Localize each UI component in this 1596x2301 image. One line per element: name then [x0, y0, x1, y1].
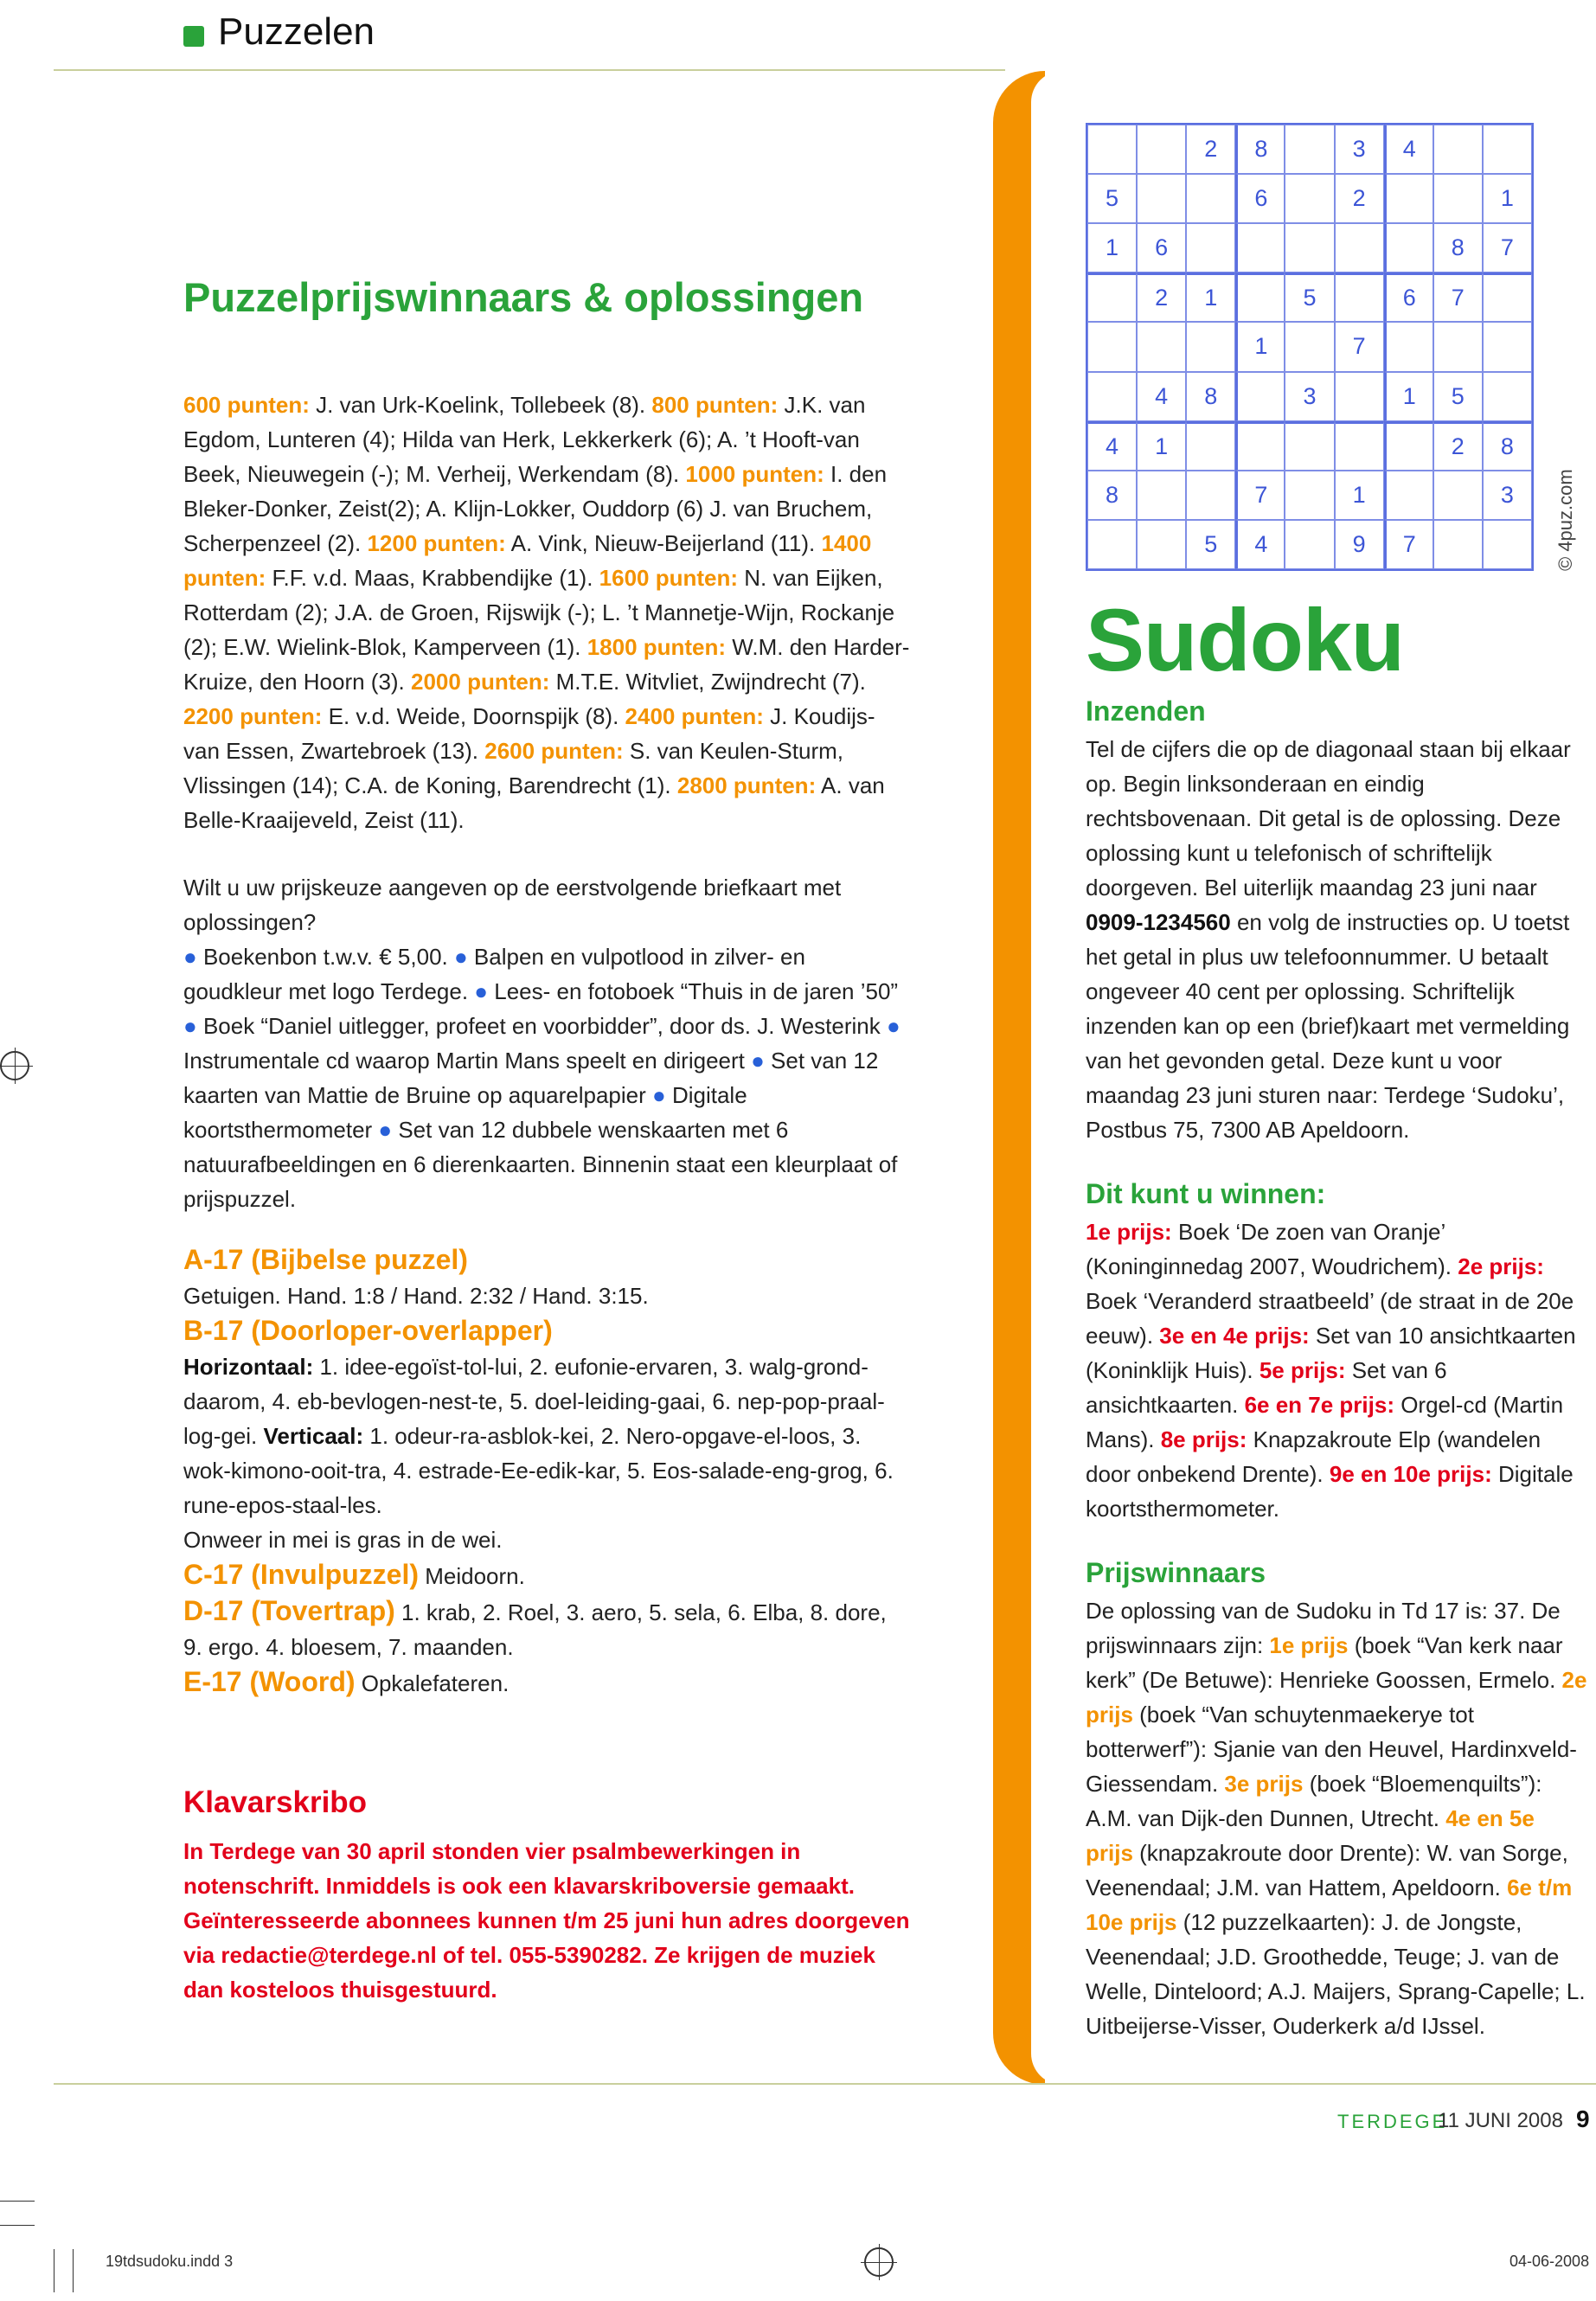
sudoku-cell [1186, 223, 1235, 272]
sudoku-cell [1285, 174, 1334, 223]
sudoku-cell [1384, 421, 1433, 471]
inzenden-heading: Inzenden [1086, 695, 1206, 727]
sudoku-cell [1483, 272, 1532, 322]
text-run: Boek ‘Veranderd straatbeeld’ (de straat in de 20e eeuw). [1086, 1288, 1574, 1349]
solution-a17-title: A-17 (Bijbelse puzzel) [183, 1244, 468, 1275]
sudoku-cell [1087, 272, 1137, 322]
b17-horizontal-text: 1. idee-egoïst-tol-lui, 2. eufonie-ervaren, 3. walg-grond-daarom, 4. eb-bevlogen-nest-te, 5. doel-leiding-gaai, 6. nep-pop-praal-log-gei. [183, 1354, 885, 1449]
prize-item: Balpen en vulpotlood in zilver- en goudkleur met logo Terdege. [183, 944, 805, 1004]
section-title: Puzzelen [218, 10, 375, 53]
sudoku-cell [1433, 125, 1483, 174]
top-divider [54, 69, 1005, 71]
highlight-label: 8e prijs: [1160, 1426, 1247, 1452]
sudoku-cell [1285, 520, 1334, 569]
sudoku-cell [1087, 520, 1137, 569]
sudoku-cell [1335, 421, 1384, 471]
sudoku-cell: 2 [1137, 272, 1186, 322]
text-run: (boek “Van schuytenmaekerye tot botterwerf”): Sjanie van den Heuvel, Hardinxveld-Giessendam. [1086, 1702, 1577, 1797]
sudoku-cell: 3 [1483, 471, 1532, 520]
page-number: 9 [1576, 2106, 1590, 2132]
winnen-heading: Dit kunt u winnen: [1086, 1178, 1326, 1209]
solutions [183, 1242, 910, 1701]
text-run: A. van Belle-Kraaijeveld, Zeist (11). [183, 772, 885, 833]
sudoku-cell: 8 [1235, 125, 1285, 174]
sudoku-cell: 5 [1087, 174, 1137, 223]
highlight-label: 6e en 7e prijs: [1244, 1392, 1394, 1418]
highlight-label: 800 punten: [651, 392, 779, 418]
highlight-label: 1400 punten: [183, 530, 872, 591]
prize-item: Lees- en fotoboek “Thuis in de jaren ’50” [494, 978, 899, 1004]
sudoku-cell: 1 [1137, 421, 1186, 471]
sudoku-cell: 7 [1335, 322, 1384, 371]
prize-choice-list [183, 944, 901, 1212]
klavarskribo-title: Klavarskribo [183, 1785, 368, 1819]
sudoku-cell [1137, 174, 1186, 223]
winners-paragraph [183, 388, 910, 837]
winnen-text [1086, 1215, 1587, 1526]
sudoku-cell: 7 [1433, 272, 1483, 322]
solution-c17-title: C-17 (Invulpuzzel) [183, 1559, 420, 1590]
text-run: (boek “Van kerk naar kerk” (De Betuwe): Henrieke Goossen, Ermelo. [1086, 1632, 1563, 1693]
b17-horizontal-label: Horizontaal: [183, 1354, 314, 1380]
sudoku-cell: 8 [1186, 372, 1235, 421]
sudoku-cell: 5 [1186, 520, 1235, 569]
solution-b17-text [183, 1349, 910, 1522]
copyright-note: © 4puz.com [1554, 469, 1576, 571]
sudoku-cell: 1 [1335, 471, 1384, 520]
highlight-label: 2600 punten: [484, 738, 624, 764]
highlight-label: 2200 punten: [183, 703, 323, 729]
crop-mark-icon [73, 2249, 74, 2292]
solution-d17-text: 1. krab, 2. Roel, 3. aero, 5. sela, 6. Elba, 8. dore, 9. ergo. 4. bloesem, 7. maanden. [183, 1599, 887, 1660]
prijswinnaars-heading: Prijswinnaars [1086, 1557, 1266, 1588]
sudoku-cell: 4 [1235, 520, 1285, 569]
sudoku-cell [1483, 125, 1532, 174]
sudoku-cell: 7 [1483, 223, 1532, 272]
highlight-label: 3e prijs [1224, 1771, 1304, 1797]
sudoku-cell: 1 [1384, 372, 1433, 421]
sudoku-grid [1086, 123, 1534, 571]
sudoku-cell [1235, 272, 1285, 322]
sudoku-cell [1335, 372, 1384, 421]
inzenden-text-before: Tel de cijfers die op de diagonaal staan bij elkaar op. Begin linksonderaan en eindig rechtsbovenaan. Dit getal is de oplossing. Deze oplossing kunt u telefonisch of schriftelijk doorgeven. Bel uiterlijk maandag 23 juni naar [1086, 736, 1571, 901]
sudoku-title: Sudoku [1086, 591, 1404, 689]
text-run: Orgel-cd (Martin Mans). [1086, 1392, 1564, 1452]
sudoku-cell [1186, 421, 1235, 471]
solution-d17-title: D-17 (Tovertrap) [183, 1595, 395, 1626]
sudoku-cell: 3 [1285, 372, 1334, 421]
slug-date: 04-06-2008 [1509, 2253, 1590, 2270]
sudoku-cell: 7 [1235, 471, 1285, 520]
text-run: De oplossing van de Sudoku in Td 17 is: 37. De prijswinnaars zijn: [1086, 1598, 1561, 1658]
text-run: J. Koudijs-van Essen, Zwartebroek (13). [183, 703, 875, 764]
highlight-label: 1600 punten: [599, 565, 739, 591]
sudoku-cell: 8 [1087, 471, 1137, 520]
phone-number: 0909-1234560 [1086, 909, 1231, 935]
sudoku-cell [1335, 223, 1384, 272]
sudoku-cell [1384, 471, 1433, 520]
sudoku-cell: 6 [1137, 223, 1186, 272]
highlight-label: 2400 punten: [625, 703, 764, 729]
text-run: Knapzakroute Elp (wandelen door onbekend Drente). [1086, 1426, 1542, 1487]
highlight-label: 1e prijs: [1086, 1219, 1172, 1245]
sudoku-cell [1285, 421, 1334, 471]
sudoku-cell [1235, 372, 1285, 421]
registration-mark-icon [864, 2247, 894, 2277]
sudoku-cell: 8 [1483, 421, 1532, 471]
bullet-icon: ● [880, 1013, 901, 1039]
bottom-divider [54, 2083, 1596, 2085]
bullet-icon: ● [372, 1117, 399, 1143]
sudoku-cell [1384, 174, 1433, 223]
text-run: M.T.E. Witvliet, Zwijndrecht (7). [549, 669, 866, 695]
sudoku-cell: 2 [1433, 421, 1483, 471]
highlight-label: 1e prijs [1269, 1632, 1349, 1658]
sudoku-cell [1384, 322, 1433, 371]
text-run: J.K. van Egdom, Lunteren (4); Hilda van Herk, Lekkerkerk (6); A. ’t Hooft-van Beek, Nieuwegein (-); M. Verheij, Werkendam (8). [183, 392, 866, 487]
sudoku-cell: 8 [1433, 223, 1483, 272]
text-run: E. v.d. Weide, Doornspijk (8). [322, 703, 625, 729]
sudoku-cell: 4 [1087, 421, 1137, 471]
sudoku-cell: 6 [1384, 272, 1433, 322]
highlight-label: 2000 punten: [411, 669, 550, 695]
registration-mark-icon [0, 1051, 29, 1080]
sudoku-cell [1137, 471, 1186, 520]
highlight-label: 2e prijs [1086, 1667, 1587, 1727]
sudoku-cell [1384, 223, 1433, 272]
bullet-icon: ● [645, 1082, 672, 1108]
bullet-icon: ● [468, 978, 495, 1004]
bullet-icon: ● [183, 1013, 203, 1039]
sudoku-cell [1285, 471, 1334, 520]
text-run: J. van Urk-Koelink, Tollebeek (8). [309, 392, 652, 418]
sudoku-cell [1335, 272, 1384, 322]
sudoku-cell [1235, 421, 1285, 471]
text-run: Digitale koortsthermometer. [1086, 1461, 1574, 1522]
sudoku-cell [1285, 223, 1334, 272]
sudoku-cell: 6 [1235, 174, 1285, 223]
sudoku-cell: 1 [1483, 174, 1532, 223]
slug-filename: 19tdsudoku.indd 3 [106, 2253, 234, 2270]
solution-e17-title: E-17 (Woord) [183, 1666, 356, 1697]
sudoku-cell: 3 [1335, 125, 1384, 174]
text-run: A. Vink, Nieuw-Beijerland (11). [505, 530, 822, 556]
prize-item: Digitale koortsthermometer [183, 1082, 747, 1143]
highlight-label: 1200 punten: [367, 530, 506, 556]
prize-item: Set van 12 dubbele wenskaarten met 6 natuurafbeeldingen en 6 dierenkaarten. Binnenin staat een kleurplaat of prijspuzzel. [183, 1117, 898, 1212]
sudoku-cell [1433, 520, 1483, 569]
prize-item: Instrumentale cd waarop Martin Mans speelt en dirigeert [183, 1048, 745, 1074]
highlight-label: 3e en 4e prijs: [1159, 1323, 1310, 1349]
crop-mark-icon [0, 2201, 35, 2202]
bullet-icon: ● [447, 944, 474, 970]
b17-vertical-text: 1. odeur-ra-asblok-kei, 2. Nero-opgave-el-loos, 3. wok-kimono-ooit-tra, 4. estrade-Ee-edik-kar, 5. Eos-salade-eng-grog, 6. rune-epos-staal-les. [183, 1423, 894, 1518]
text-run: I. den Bleker-Donker, Zeist(2); A. Klijn-Lokker, Ouddorp (6) J. van Bruchem, Scherpenzeel (2). [183, 461, 888, 556]
text-run: Set van 10 ansichtkaarten (Koninklijk Huis). [1086, 1323, 1576, 1383]
sudoku-cell [1483, 520, 1532, 569]
highlight-label: 6e t/m 10e prijs [1086, 1875, 1573, 1935]
sudoku-cell: 5 [1285, 272, 1334, 322]
prize-item: Boek “Daniel uitlegger, profeet en voorbidder”, door ds. J. Westerink [202, 1013, 881, 1039]
prijswinnaars-text [1086, 1593, 1587, 2043]
bullet-icon: ● [744, 1048, 772, 1074]
highlight-label: 2800 punten: [676, 772, 817, 798]
page-title: Puzzelprijswinnaars & oplossingen [183, 274, 864, 320]
highlight-label: 5e prijs: [1259, 1357, 1346, 1383]
sudoku-cell: 1 [1235, 322, 1285, 371]
prize-item: Boekenbon t.w.v. € 5,00. [202, 944, 448, 970]
prize-choice [183, 870, 910, 1216]
sudoku-cell: 7 [1384, 520, 1433, 569]
b17-vertical-label: Verticaal: [263, 1423, 364, 1449]
prize-choice-intro: Wilt u uw prijskeuze aangeven op de eerstvolgende briefkaart met oplossingen? [183, 875, 842, 935]
klavarskribo-text: In Terdege van 30 april stonden vier psalmbewerkingen in notenschrift. Inmiddels is ook een klavarskriboversie gemaakt. Geïnteresseerde abonnees kunnen t/m 25 juni hun adres doorgeven via redactie@terdege.nl of tel. 055-5390282. Ze krijgen de muziek dan kosteloos thuisgestuurd. [183, 1838, 910, 2003]
solution-a17-text: Getuigen. Hand. 1:8 / Hand. 2:32 / Hand. 3:15. [183, 1283, 649, 1309]
highlight-label: 2e prijs: [1458, 1253, 1544, 1279]
sudoku-cell: 1 [1087, 223, 1137, 272]
text-run: N. van Eijken, Rotterdam (2); J.A. de Groen, Rijswijk (-); L. ’t Mannetje-Wijn, Rockanje (2); E.W. Wielink-Blok, Kamperveen (1). [183, 565, 895, 660]
solution-e17 [183, 1664, 910, 1701]
sudoku-cell [1285, 322, 1334, 371]
sudoku-cell: 9 [1335, 520, 1384, 569]
sudoku-cell [1186, 471, 1235, 520]
solution-e17-text: Opkalefateren. [355, 1670, 510, 1696]
crop-mark-icon [0, 2225, 35, 2226]
sudoku-cell: 4 [1384, 125, 1433, 174]
text-run: Set van 6 ansichtkaarten. [1086, 1357, 1447, 1418]
footer-brand: TERDEGE [1337, 2111, 1448, 2132]
solution-c17-text: Meidoorn. [419, 1563, 525, 1589]
footer-date: 11 JUNI 2008 [1438, 2109, 1563, 2132]
text-run: Boek ‘De zoen van Oranje’ (Koninginnedag 2007, Woudrichem). [1086, 1219, 1458, 1279]
highlight-label: 600 punten: [183, 392, 310, 418]
solution-b17-title: B-17 (Doorloper-overlapper) [183, 1315, 553, 1346]
text-run: S. van Keulen-Sturm, Vlissingen (14); C.A. de Koning, Barendrecht (1). [183, 738, 843, 798]
inzenden-text-after: en volg de instructies op. U toetst het getal in plus uw telefoonnummer. U betaalt ongeveer 40 cent per oplossing. Schriftelijk inzenden kan op een (brief)kaart met vermelding van het gevonden getal. Deze kunt u voor maandag 23 juni sturen naar: Terdege ‘Sudoku’, Postbus 75, 7300 AB Apeldoorn. [1086, 909, 1570, 1143]
sudoku-cell: 5 [1433, 372, 1483, 421]
sudoku-cell: 2 [1186, 125, 1235, 174]
section-marker-icon [183, 26, 204, 47]
sudoku-cell [1186, 322, 1235, 371]
prize-item: Set van 12 kaarten van Mattie de Bruine op aquarelpapier [183, 1048, 879, 1108]
sudoku-cell [1137, 125, 1186, 174]
text-run: F.F. v.d. Maas, Krabbendijke (1). [266, 565, 599, 591]
text-run: (boek “Bloemenquilts”): A.M. van Dijk-den Dunnen, Utrecht. [1086, 1771, 1542, 1831]
sudoku-cell [1087, 322, 1137, 371]
text-run: W.M. den Harder-Kruize, den Hoorn (3). [183, 634, 910, 695]
highlight-label: 4e en 5e prijs [1086, 1805, 1535, 1866]
sudoku-cell [1285, 125, 1334, 174]
solution-c17 [183, 1557, 910, 1593]
solution-b17-extra: Onweer in mei is gras in de wei. [183, 1527, 503, 1553]
highlight-label: 9e en 10e prijs: [1329, 1461, 1492, 1487]
highlight-label: 1000 punten: [685, 461, 824, 487]
sudoku-cell [1483, 372, 1532, 421]
sudoku-cell [1137, 520, 1186, 569]
sudoku-cell [1433, 471, 1483, 520]
sudoku-cell [1433, 322, 1483, 371]
highlight-label: 1800 punten: [586, 634, 727, 660]
sudoku-cell: 4 [1137, 372, 1186, 421]
text-run: (knapzakroute door Drente): W. van Sorge, Veenendaal; J.M. van Hattem, Apeldoorn. [1086, 1840, 1568, 1900]
solution-d17 [183, 1593, 910, 1664]
sudoku-cell [1087, 125, 1137, 174]
sudoku-cell [1087, 372, 1137, 421]
sudoku-cell [1137, 322, 1186, 371]
sudoku-cell: 2 [1335, 174, 1384, 223]
sudoku-cell [1433, 174, 1483, 223]
sudoku-cell [1186, 174, 1235, 223]
bullet-icon: ● [183, 944, 203, 970]
text-run: (12 puzzelkaarten): J. de Jongste, Veenendaal; J.D. Groothedde, Teuge; J. van de Welle, Dinteloord; A.J. Maijers, Sprang-Capelle; L. Uitbeijerse-Visser, Ouderkerk a/d IJssel. [1086, 1909, 1586, 2039]
inzenden-text [1086, 732, 1587, 1147]
sudoku-cell [1483, 322, 1532, 371]
sudoku-cell [1235, 223, 1285, 272]
sudoku-cell: 1 [1186, 272, 1235, 322]
